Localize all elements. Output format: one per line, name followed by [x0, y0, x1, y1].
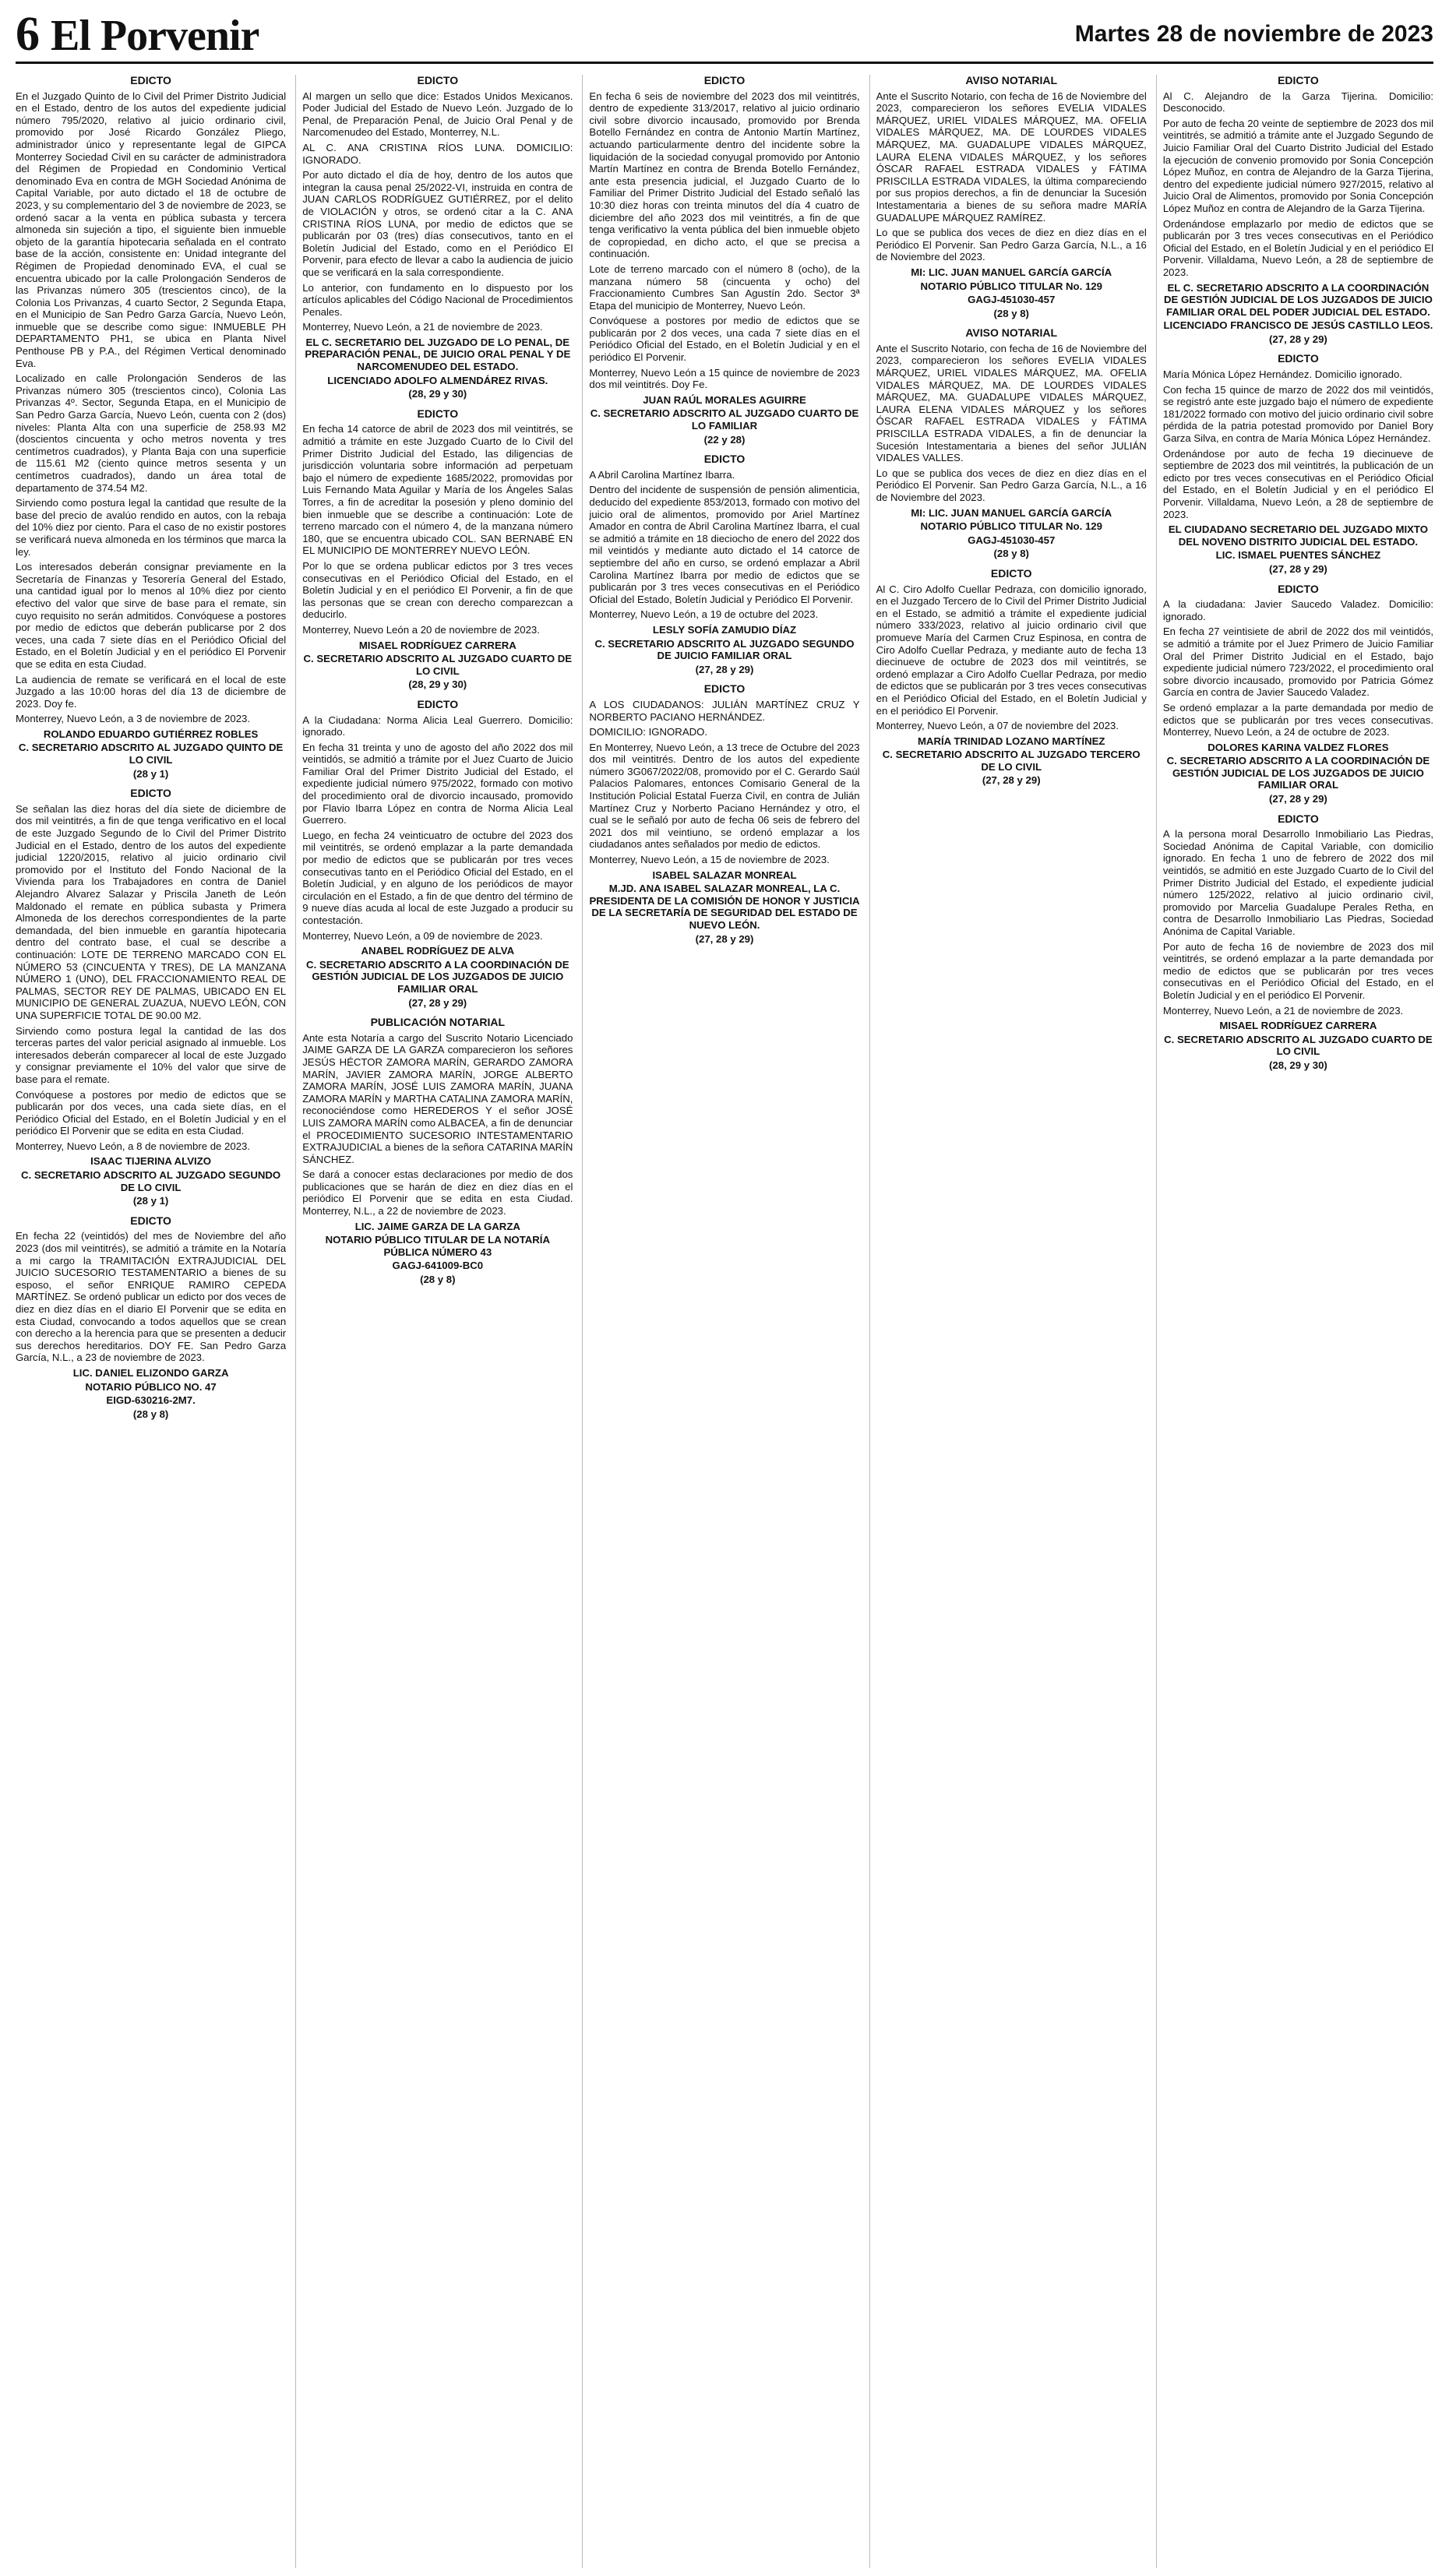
notice-paragraph: Ordenándose emplazarlo por medio de edictos que se publicarán por 3 tres veces consecutivas en el Periódico Oficial del Estado, en el Boletín Judicial y en el periódico El Porvenir. Villaldama, Nuevo León, a 28 de septiembre de 2023.	[1162, 217, 1434, 278]
notice-signature: LIC. JAIME GARZA DE LA GARZA	[354, 1220, 520, 1232]
legal-notice	[302, 1017, 573, 1285]
column-4	[869, 75, 1147, 2568]
notice-paragraph: Sirviendo como postura legal la cantidad de las dos terceras partes del valor pericial asignado al inmueble. Los interesados deberán comparecer al local de este Juzgado y consignar previamente el 10% del valor que sirve de base para el remate.	[16, 1024, 287, 1085]
column-3	[582, 75, 859, 2568]
legal-notice	[1163, 353, 1433, 575]
notice-signature: LESLY SOFÍA ZAMUDIO DÍAZ	[652, 623, 797, 636]
notice-paragraph: Monterrey, Nuevo León a 20 de noviembre de 2023.	[302, 623, 540, 636]
notice-signature: MI: LIC. JUAN MANUEL GARCÍA GARCÍA	[911, 506, 1112, 519]
publication-dates: (28, 29 y 30)	[408, 678, 467, 691]
notice-paragraph: Al margen un sello que dice: Estados Unidos Mexicanos. Poder Judicial del Estado de Nuevo León. Juzgado de lo Penal, de Preparación Penal, de Juicio Oral Penal y de Narcomenudeo del Estado, Monterrey, N.L.	[302, 90, 573, 139]
notice-signature: ROLANDO EDUARDO GUTIÉRREZ ROBLES	[43, 728, 259, 740]
notice-signature: ISAAC TIJERINA ALVIZO	[90, 1155, 212, 1168]
notice-signature: MISAEL RODRÍGUEZ CARRERA	[358, 639, 516, 651]
notice-paragraph: Monterrey, Nuevo León, a 07 de noviembre del 2023.	[876, 720, 1119, 732]
notice-paragraph: Ante esta Notaría a cargo del Suscrito Notario Licenciado JAIME GARZA DE LA GARZA comparecieron los señores JESÚS HÉCTOR ZAMORA MARÍN, GERARDO ZAMORA MARÍN, JAVIER ZAMORA MARÍN, JORGE ALBERTO ZAMORA MARÍN, JOSÉ LUIS ZAMORA MARÍN, JUANA ZAMORA MARÍN y MARTHA CATALINA ZAMORA MARÍN, reconociéndose como HEREDEROS Y el señor JOSÉ LUIS ZAMORA MARÍN como ALBACEA, a fin de denunciar el PROCEDIMIENTO SUCESORIO INTESTAMENTARIO EXTRAJUDICIAL a bienes de la señora CATARINA MARÍN SÁNCHEZ.	[302, 1031, 573, 1165]
notice-signature: EIGD-630216-2M7.	[106, 1394, 196, 1407]
notice-columns	[16, 75, 1433, 2568]
notice-paragraph: Se ordenó emplazar a la parte demandada por medio de edictos que se publicarán por tres veces consecutivas. Monterrey, Nuevo León, a 24 de octubre de 2023.	[1162, 701, 1434, 738]
notice-paragraph: Ante el Suscrito Notario, con fecha de 16 de Noviembre del 2023, comparecieron los señores EVELIA VIDALES MÁRQUEZ, URIEL VIDALES MÁRQUEZ, MA. OFELIA VIDALES MÁRQUEZ, MA. DE LOURDES VIDALES MÁRQUEZ, MA. GUADALUPE VIDALES MÁRQUEZ, LAURA ELENA VIDALES MÁRQUEZ y los señores ÓSCAR RAFAEL ESTRADA VIDALES y FÁTIMA PRISCILLA ESTRADA VIDALES, a fin de denunciar la Sucesión Intestamentaria a bienes del señor JULIÁN VIDALES VALLES.	[876, 342, 1147, 464]
publication-dates: (27, 28 y 29)	[1269, 562, 1327, 575]
notice-signature: NOTARIO PÚBLICO TITULAR DE LA NOTARÍA PÚBLICA NÚMERO 43	[325, 1234, 550, 1258]
legal-notice	[302, 75, 573, 400]
notice-signature: JUAN RAÚL MORALES AGUIRRE	[643, 393, 806, 406]
notice-signature: ISABEL SALAZAR MONREAL	[652, 869, 797, 881]
legal-notice	[302, 408, 573, 691]
notice-signature: M.JD. ANA ISABEL SALAZAR MONREAL, LA C. PRESIDENTA DE LA COMISIÓN DE HONOR Y JUSTICIA DE LA SECRETARÍA DE SEGURIDAD DEL ESTADO DE NUEVO LEÓN.	[589, 883, 860, 931]
notice-paragraph: En Monterrey, Nuevo León, a 13 trece de Octubre del 2023 dos mil veintitrés. Dentro de los autos del expediente número 3G067/2022/08, promovido por el C. Gerardo Saúl Palacios Palomares, entonces Comisario General de la Institución Policial Estatal Fuerza Civil, en contra de Julián Martínez Cruz y Norberto Paciano Hernández y otro, el cual se le señaló por auto de fecha 06 seis de febrero del 2021 dos mil veintiuno, se ordenó emplazar a los ciudadanos antes señalados por medio de edictos.	[589, 741, 860, 851]
publication-dates: (28, 29 y 30)	[1269, 1059, 1327, 1071]
notice-title: EDICTO	[1278, 352, 1319, 365]
publication-dates: (27, 28 y 29)	[695, 932, 754, 945]
notice-signature: LIC. ISMAEL PUENTES SÁNCHEZ	[1215, 549, 1381, 562]
legal-notice	[1163, 813, 1433, 1072]
brand	[16, 7, 259, 61]
notice-paragraph: DOMICILIO: IGNORADO.	[589, 726, 708, 738]
notice-title: EDICTO	[703, 75, 746, 86]
legal-notice	[16, 75, 286, 780]
notice-signature: EL CIUDADANO SECRETARIO DEL JUZGADO MIXTO DEL NOVENO DISTRITO JUDICIAL DEL ESTADO.	[1168, 523, 1428, 548]
notice-signature: NOTARIO PÚBLICO TITULAR No. 129	[920, 280, 1102, 292]
notice-paragraph: La audiencia de remate se verificará en el local de este Juzgado a las 10:00 horas del día 13 de diciembre de 2023. Doy fe.	[16, 673, 287, 710]
notice-signature: GAGJ-641009-BC0	[392, 1260, 484, 1272]
legal-notice	[876, 327, 1147, 560]
notice-paragraph: Dentro del incidente de suspensión de pensión alimenticia, deducido del expediente 853/2013, formado con motivo del juicio oral de alimentos, promovido por Ariel Martínez Amador en contra de Abril Carolina Martínez Ibarra, el cual se admitió a trámite en 18 dieciocho de enero del 2022 dos mil veintidós y mediante auto dictado el 14 catorce de septiembre del año en curso, se ordenó emplazar a Abril Carolina Martínez Ibarra por medio de edictos que se publicarán por 3 tres veces consecutivas en el Periódico Oficial del Estado, Boletín Judicial y Periódico El Porvenir.	[589, 484, 860, 605]
publication-dates: (22 y 28)	[703, 433, 746, 446]
notice-title: EDICTO	[703, 453, 746, 466]
legal-notice	[302, 699, 573, 1009]
notice-paragraph: Monterrey, Nuevo León, a 19 de octubre del 2023.	[589, 608, 819, 621]
masthead	[16, 0, 1433, 64]
legal-notice	[589, 75, 859, 446]
notice-title: EDICTO	[130, 75, 171, 86]
notice-title: AVISO NOTARIAL	[965, 75, 1058, 86]
publication-dates: (28 y 8)	[420, 1274, 456, 1286]
legal-notice	[16, 788, 286, 1207]
publication-dates: (27, 28 y 29)	[408, 996, 467, 1009]
notice-title: PUBLICACIÓN NOTARIAL	[370, 1016, 505, 1029]
notice-title: EDICTO	[417, 75, 459, 86]
notice-paragraph: Al C. Ciro Adolfo Cuellar Pedraza, con domicilio ignorado, en el Juzgado Tercero de lo Civil del Primer Distrito Judicial en el Estado, se admitió a trámite el expediente judicial número 333/2023, relativo al juicio ordinario civil que promueve María del Carmen Cruz Espinosa, en contra de Ciro Adolfo Cuellar Pedraza, y mediante auto de fecha 13 diecinueve de octubre de 2023 dos mil veintitrés, se ordenó emplazar a Ciro Adolfo Cuellar Pedraza, por medio de edictos que se publicarán por 3 tres veces consecutivas en el Periódico Oficial del Estado, en el Boletín Judicial y en el periódico El Porvenir.	[876, 583, 1147, 717]
column-1	[16, 75, 286, 2568]
notice-signature: LICENCIADO ADOLFO ALMENDÁREZ RIVAS.	[327, 374, 548, 386]
notice-signature: ANABEL RODRÍGUEZ DE ALVA	[361, 945, 515, 957]
legal-notice	[1163, 75, 1433, 345]
legal-notice	[876, 75, 1147, 319]
notice-signature: C. SECRETARIO ADSCRITO AL JUZGADO CUARTO DE LO CIVIL	[1164, 1033, 1433, 1058]
notice-paragraph: En fecha 6 seis de noviembre del 2023 dos mil veintitrés, dentro de expediente 313/2017, relativo al juicio ordinario civil sobre divorcio incausado, promovido por Brenda Botello Fernández en contra de Antonio Martín Martínez, actuando particularmente dentro del incidente sobre la liquidación de la sociedad conyugal promovido por Antonio Martín Martínez en contra de Brenda Botello Fernández, ante esta presencia judicial, el Juzgado Cuarto de lo Familiar del Primer Distrito Judicial del Estado señaló las 10:30 diez horas con treinta minutos del día 4 cuatro de diciembre del año 2023 dos mil veintitrés, a fin de que tenga verificativo la venta pública del bien inmueble objeto de copropiedad, en dicho acto, el que se precisa a continuación.	[589, 90, 860, 260]
notice-signature: C. SECRETARIO ADSCRITO AL JUZGADO CUARTO DE LO FAMILIAR	[590, 407, 859, 432]
publication-dates: (28 y 8)	[993, 307, 1029, 319]
issue-date: Martes 28 de noviembre de 2023	[1074, 20, 1433, 47]
notice-paragraph: Monterrey, Nuevo León, a 15 de noviembre de 2023.	[589, 854, 830, 866]
notice-paragraph: Los interesados deberán consignar previamente en la Secretaría de Finanzas y Tesorería General del Estado, una cantidad igual por lo menos al 10% diez por ciento efectivo del valor que sirve de base para el remate, sin cuyo requisito no serán admitidos. Convóquese a postores por medio de edictos que deberán publicarse por 2 dos veces, una cada 7 siete días en el Periódico Oficial del Estado, en el Boletín Judicial y en el periódico El Porvenir que se edita en esta Ciudad.	[16, 561, 287, 670]
notice-signature: C. SECRETARIO ADSCRITO AL JUZGADO QUINTO DE LO CIVIL	[18, 742, 284, 766]
notice-paragraph: Ante el Suscrito Notario, con fecha de 16 de Noviembre del 2023, comparecieron los señores EVELIA VIDALES MÁRQUEZ, URIEL VIDALES MÁRQUEZ, MA. OFELIA VIDALES MÁRQUEZ, MA. DE LOURDES VIDALES MÁRQUEZ, MA. GUADALUPE VIDALES MÁRQUEZ, LAURA ELENA VIDALES MÁRQUEZ, y los señores ÓSCAR RAFAEL ESTRADA VIDALES y FÁTIMA PRISCILLA ESTRADA VIDALES, la última compareciendo por sus propios derechos, a fin de denunciar la Sucesión Intestamentaria a bienes de su señora madre MARÍA GUADALUPE MÁRQUEZ RAMÍREZ.	[876, 90, 1147, 224]
notice-paragraph: AL C. ANA CRISTINA RÍOS LUNA. DOMICILIO: IGNORADO.	[302, 141, 573, 166]
notice-signature: DOLORES KARINA VALDEZ FLORES	[1208, 741, 1389, 753]
notice-signature: C. SECRETARIO ADSCRITO A LA COORDINACIÓN DE GESTIÓN JUDICIAL DE LOS JUZGADOS DE JUICIO FAMILIAR ORAL	[306, 958, 569, 995]
notice-paragraph: Lote de terreno marcado con el número 8 (ocho), de la manzana número 58 (cincuenta y ocho) del Fraccionamiento Cumbres San Agustín 2do. Sector 3ª Etapa del municipio de Monterrey, Nuevo León.	[589, 263, 860, 312]
notice-title: EDICTO	[1278, 75, 1319, 86]
notice-title: EDICTO	[130, 1214, 171, 1227]
notice-title: EDICTO	[703, 682, 746, 696]
notice-paragraph: Monterrey, Nuevo León, a 21 de noviembre de 2023.	[1162, 1004, 1404, 1017]
notice-paragraph: Monterrey, Nuevo León, a 8 de noviembre de 2023.	[16, 1140, 251, 1152]
notice-signature: C. SECRETARIO ADSCRITO AL JUZGADO CUARTO DE LO CIVIL	[303, 653, 573, 677]
notice-paragraph: Luego, en fecha 24 veinticuatro de octubre del 2023 dos mil veintitrés, se ordenó emplazar a la parte demandada por medio de edictos que se publicarán por tres veces consecutivas tanto en el Periódico Oficial del Estado, en el Boletín Judicial, y en alguno de los periódicos de mayor circulación en el Estado, a fin de que dentro del término de 9 nueve días acuda al local de este Juzgado a producir su contestación.	[302, 829, 573, 926]
notice-signature: EL C. SECRETARIO DEL JUZGADO DE LO PENAL, DE PREPARACIÓN PENAL, DE JUICIO ORAL PENAL Y DE NARCOMENUDEO DEL ESTADO.	[305, 336, 571, 373]
notice-paragraph: En fecha 22 (veintidós) del mes de Noviembre del año 2023 (dos mil veintitrés), se admitió a trámite en la Notaría a mi cargo la TRAMITACIÓN EXTRAJUDICIAL DEL JUICIO SUCESORIO TESTAMENTARIO a bienes de su esposo, el señor ENRIQUE RAMIRO CEPEDA MARTÍNEZ. Se ordenó publicar un edicto por dos veces de diez en diez días en el diario El Porvenir que se edita en esta Ciudad, convocando a todos aquellos que se crean con derecho a la herencia para que se presenten a deducir sus derechos hereditarios. DOY FE. San Pedro Garza García, N.L., a 23 de noviembre de 2023.	[16, 1230, 287, 1364]
publication-dates: (27, 28 y 29)	[1269, 793, 1327, 805]
notice-title: EDICTO	[130, 787, 171, 800]
notice-paragraph: Sirviendo como postura legal la cantidad que resulte de la base del precio de avalúo rendido en autos, con la rebaja del 10% diez por ciento. Para el caso de no existir postores se verificará nueva almoneda en los términos que marca la ley.	[16, 497, 287, 558]
legal-notice	[589, 683, 859, 945]
notice-signature: C. SECRETARIO ADSCRITO AL JUZGADO SEGUNDO DE LO CIVIL	[21, 1169, 281, 1193]
notice-paragraph: Monterrey, Nuevo León, a 21 de noviembre de 2023.	[302, 321, 543, 333]
notice-paragraph: Al C. Alejandro de la Garza Tijerina. Domicilio: Desconocido.	[1162, 90, 1434, 115]
page-number: 6	[16, 7, 40, 61]
notice-paragraph: Se dará a conocer estas declaraciones por medio de dos publicaciones que se harán de diez en diez días en el periódico El Porvenir que se edita en esta Ciudad. Monterrey, N.L., a 22 de noviembre de 2023.	[302, 1168, 573, 1218]
notice-paragraph: En el Juzgado Quinto de lo Civil del Primer Distrito Judicial en el Estado, dentro de los autos del expediente judicial número 795/2020, relativo al juicio ordinario civil, promovido por José Ricardo González Pliego, administrador único y representante legal de GIPCA Monterrey Sociedad Civil en su carácter de administradora del Régimen de Propiedad en Condominio Vertical denominado Eva en contra de MGH Sociedad Anónima de Capital Variable, por auto dictado el 18 de octubre de 2023, y su complementario del 3 de noviembre de 2023, se ordenó sacar a la venta en pública subasta y tercera almoneda sin sujeción a tipo, el siguiente bien inmueble objeto de la garantía hipotecaria señalada en el contrato base de la acción, consistente en: Unidad integrante del Régimen de Propiedad denominado EVA, el cual se encuentra ubicado por la calle Prolongación Senderos de las Privanzas número 305 (trescientos cinco), de la Colonia Los Privanzas, 4 cuarto Sector, 2 Segunda Etapa, en el Municipio de San Pedro Garza García, Nuevo León, inmueble que se describe como sigue: INMUEBLE PH DEPARTAMENTO PH1, se ubica en Planta Nivel Penthouse PB y P.A., del Régimen Vertical denominado Eva.	[16, 90, 287, 369]
notice-paragraph: Por auto de fecha 20 veinte de septiembre de 2023 dos mil veintitrés, se admitió a trámite ante el Juzgado Segundo de Juicio Familiar Oral del Cuarto Distrito Judicial del Estado la ejecución de convenio promovido por Sonia Concepción López Muñoz, en contra de Alejandro de la Garza Tijerina, dentro del expediente judicial número 927/2015, relativo al Juicio Oral de Alimentos, promovido por Sonia Concepción López Muñoz en contra de Alejandro de la Garza Tijerina.	[1162, 117, 1434, 214]
notice-signature: C. SECRETARIO ADSCRITO A LA COORDINACIÓN DE GESTIÓN JUDICIAL DE LOS JUZGADOS DE JUICIO FAMILIAR ORAL	[1166, 755, 1430, 791]
notice-signature: MISAEL RODRÍGUEZ CARRERA	[1219, 1020, 1377, 1032]
notice-paragraph: A la Ciudadana: Norma Alicia Leal Guerrero. Domicilio: ignorado.	[302, 714, 573, 738]
notice-paragraph: Monterrey, Nuevo León, a 09 de noviembre de 2023.	[302, 929, 543, 942]
notice-paragraph: Lo anterior, con fundamento en lo dispuesto por los artículos aplicables del Código Nacional de Procedimientos Penales.	[302, 281, 573, 318]
notice-paragraph: Ordenándose por auto de fecha 19 diecinueve de septiembre de 2023 dos mil veintitrés, la publicación de un edicto por tres veces consecutivas en el Periódico Oficial del Estado, en el Boletín Judicial y en el periódico El Porvenir. Villaldama, Nuevo León, a 28 de septiembre de 2023.	[1162, 447, 1434, 520]
notice-signature: LICENCIADO FRANCISCO DE JESÚS CASTILLO LEOS.	[1163, 319, 1433, 332]
notice-signature: MARÍA TRINIDAD LOZANO MARTÍNEZ	[917, 735, 1105, 747]
notice-signature: NOTARIO PÚBLICO TITULAR No. 129	[920, 520, 1102, 533]
publication-dates: (27, 28 y 29)	[1269, 333, 1327, 345]
notice-signature: LIC. DANIEL ELIZONDO GARZA	[72, 1366, 229, 1379]
notice-paragraph: Por auto de fecha 16 de noviembre de 2023 dos mil veintitrés, se ordenó emplazar a la parte demandada por medio de edictos que se publicarán por tres veces consecutivas en el Periódico Oficial del Estado, en el Boletín Judicial y en el periódico El Porvenir.	[1162, 940, 1434, 1001]
notice-paragraph: Lo que se publica dos veces de diez en diez días en el Periódico El Porvenir. San Pedro Garza García, N.L., a 16 de Noviembre del 2023.	[876, 467, 1147, 503]
notice-signature: NOTARIO PÚBLICO NO. 47	[85, 1380, 217, 1393]
notice-paragraph: A Abril Carolina Martínez Ibarra.	[589, 468, 735, 481]
notice-paragraph: En fecha 31 treinta y uno de agosto del año 2022 dos mil veintidós, se admitió a trámite por el Juez Cuarto de Juicio Familiar Oral del Primer Distrito Judicial del Estado, el expediente judicial número 975/2022, formado con motivo del procedimiento oral de divorcio incausado, promovido por Flavio Ibarra López en contra de Norma Alicia Leal Guerrero.	[302, 741, 573, 826]
notice-paragraph: María Mónica López Hernández. Domicilio ignorado.	[1162, 368, 1402, 381]
notice-title: EDICTO	[417, 407, 459, 420]
notice-paragraph: A la persona moral Desarrollo Inmobiliario Las Piedras, Sociedad Anónima de Capital Variable, con domicilio ignorado. En fecha 1 uno de febrero de 2022 dos mil veintidós, se admitió en este Juzgado Cuarto de lo Civil del Primer Distrito Judicial del Estado, el expediente judicial número 125/2022, relativo al juicio ordinario civil, promovido por Marcelia Guadalupe Perales Retha, en contra de Desarrollo Inmobiliario Las Piedras, Sociedad Anónima de Capital Variable.	[1162, 828, 1434, 937]
notice-title: EDICTO	[1278, 582, 1319, 595]
notice-title: EDICTO	[1278, 812, 1319, 825]
notice-paragraph: Monterrey, Nuevo León a 15 quince de noviembre de 2023 dos mil veintitrés. Doy Fe.	[589, 366, 860, 391]
legal-notice	[589, 453, 859, 675]
notice-title: EDICTO	[417, 697, 459, 710]
notice-paragraph: Por lo que se ordena publicar edictos por 3 tres veces consecutivas en el Periódico Oficial del Estado, en el Boletín Judicial y en el periódico El Porvenir, a fin de que las personas que se crean con derecho comparezcan a deducirlo.	[302, 559, 573, 621]
column-5	[1156, 75, 1433, 2568]
notice-paragraph: A la ciudadana: Javier Saucedo Valadez. Domicilio: ignorado.	[1162, 598, 1434, 622]
notice-signature: C. SECRETARIO ADSCRITO AL JUZGADO SEGUNDO DE JUICIO FAMILIAR ORAL	[594, 637, 855, 662]
publication-dates: (28, 29 y 30)	[408, 388, 467, 400]
publication-dates: (28 y 8)	[132, 1408, 169, 1420]
publication-dates: (28 y 1)	[132, 1195, 169, 1207]
newspaper-logo: El Porvenir	[51, 11, 259, 60]
legal-notice	[876, 568, 1147, 787]
legal-notice	[16, 1215, 286, 1421]
notice-paragraph: Por auto dictado el día de hoy, dentro de los autos que integran la causa penal 25/2022-VI, instruida en contra de JUAN CARLOS RODRÍGUEZ GUTIÉRREZ, por el delito de VIOLACIÓN y otros, se ordenó citar a la C. ANA CRISTINA RÍOS LUNA, por medio de edictos que se publicarán por 03 (tres) días consecutivos, tanto en el Boletín Judicial del Estado, como en el Periódico El Porvenir, para efecto de llevar a cabo la audiencia de juicio que se verificará en la sala correspondiente.	[302, 169, 573, 278]
publication-dates: (27, 28 y 29)	[982, 774, 1041, 787]
notice-paragraph: En fecha 27 veintisiete de abril de 2022 dos mil veintidós, se admitió a trámite por el Juez Primero de Juicio Familiar Oral del Primer Distrito Judicial en el Estado, bajo expediente judicial número 723/2022, el procedimiento oral sobre divorcio incausado, promovido por Patricia Gómez García en contra de Javier Saucedo Valadez.	[1162, 625, 1434, 699]
notice-paragraph: Convóquese a postores por medio de edictos que se publicarán por dos veces, una cada siete días, en el Periódico Oficial del Estado, en el Boletín Judicial y en el periódico El Porvenir que se edita en esta Ciudad.	[16, 1088, 287, 1137]
column-2	[295, 75, 573, 2568]
notice-signature: GAGJ-451030-457	[968, 534, 1056, 546]
notice-signature: C. SECRETARIO ADSCRITO AL JUZGADO TERCERO DE LO CIVIL	[882, 749, 1141, 773]
notice-paragraph: Con fecha 15 quince de marzo de 2022 dos mil veintidós, se registró ante este juzgado bajo el número de expediente 181/2022 formado con motivo del juicio ordinario civil sobre pérdida de la patria potestad promovido por Daniel Bory Garza Silva, en contra de María Mónica López Hernández.	[1162, 383, 1434, 445]
notice-paragraph: Se señalan las diez horas del día siete de diciembre de dos mil veintitrés, a fin de que tenga verificativo en el local de este Juzgado Segundo de lo Civil del Primer Distrito Judicial en el Estado, dentro de los autos del expediente judicial 1220/2015, relativo al juicio ordinario civil promovido por el Instituto del Fondo Nacional de la Vivienda para los Trabajadores en contra de Daniel Alejandro Alvarez Salazar y Priscila Janeth de León Maldonado el remate en pública subasta y Primera Almoneda de los derechos correspondientes de la parte demandada, del bien inmueble en garantía hipotecaria dentro del contrato base, el cual se describe a continuación: LOTE DE TERRENO MARCADO CON EL NÚMERO 53 (CINCUENTA Y TRES), DE LA MANZANA NÚMERO 1 (UNO), DEL FRACCIONAMIENTO REAL DE PALMAS, SECTOR REY DE PALMAS, UBICADO EN EL MUNICIPIO DE GENERAL ZUAZUA, NUEVO LEÓN, CON UNA SUPERFICIE TOTAL DE 90.00 M2.	[16, 802, 287, 1021]
notice-signature: GAGJ-451030-457	[968, 294, 1056, 306]
notice-paragraph: En fecha 14 catorce de abril de 2023 dos mil veintitrés, se admitió a trámite en este Juzgado Cuarto de lo Civil del Primer Distrito Judicial del Estado, las diligencias de jurisdicción voluntaria sobre información ad perpetuam bajo el número de expediente 1685/2022, promovidas por Luis Fernando Mata Aguilar y María de los Ángeles Salas Torres, a fin de acreditar la posesión y pleno dominio del bien inmueble que se describe a continuación: Lote de terreno marcado con el número 4, de la manzana número 180, que se encuentra ubicado COL. SAN BERNABÉ EN EL MUNICIPIO DE MONTERREY NUEVO LEÓN.	[302, 423, 573, 557]
publication-dates: (27, 28 y 29)	[695, 663, 754, 675]
notice-paragraph: A LOS CIUDADANOS: JULIÁN MARTÍNEZ CRUZ Y NORBERTO PACIANO HERNÁNDEZ.	[589, 698, 860, 723]
notice-paragraph: Localizado en calle Prolongación Senderos de las Privanzas número 305 (trescientos cinco), Colonia Las Privanzas 4º. Sector, Segunda Etapa, en el Municipio de San Pedro Garza García, Nuevo León, cuenta con 2 (dos) niveles: Planta Alta con una superficie de 258.93 M2 (doscientos cincuenta y ocho metros noventa y tres centímetros cuadrados), y Planta Baja con una superficie de 115.61 M2 (ciento quince metros sesenta y un centímetros cuadrados), dando un área total de departamento de 374.54 M2.	[16, 372, 287, 494]
notice-title: AVISO NOTARIAL	[965, 326, 1058, 340]
notice-paragraph: Lo que se publica dos veces de diez en diez días en el Periódico El Porvenir. San Pedro Garza García, N.L., a 16 de Noviembre del 2023.	[876, 227, 1147, 263]
notice-signature: EL C. SECRETARIO ADSCRITO A LA COORDINACIÓN DE GESTIÓN JUDICIAL DE LOS JUZGADOS DE JUICIO FAMILIAR ORAL DEL PODER JUDICIAL DEL ESTADO.	[1163, 281, 1433, 318]
notice-paragraph: Convóquese a postores por medio de edictos que se publicarán por 2 dos veces, una cada 7 siete días en el Periódico Oficial del Estado, en el Boletín Judicial y en el periódico El Porvenir.	[589, 315, 860, 364]
publication-dates: (28 y 8)	[993, 548, 1029, 560]
legal-notice	[1163, 583, 1433, 805]
publication-dates: (28 y 1)	[132, 767, 169, 780]
notice-signature: MI: LIC. JUAN MANUEL GARCÍA GARCÍA	[911, 266, 1112, 278]
notice-paragraph: Monterrey, Nuevo León, a 3 de noviembre de 2023.	[16, 713, 251, 725]
notice-title: EDICTO	[990, 566, 1032, 580]
